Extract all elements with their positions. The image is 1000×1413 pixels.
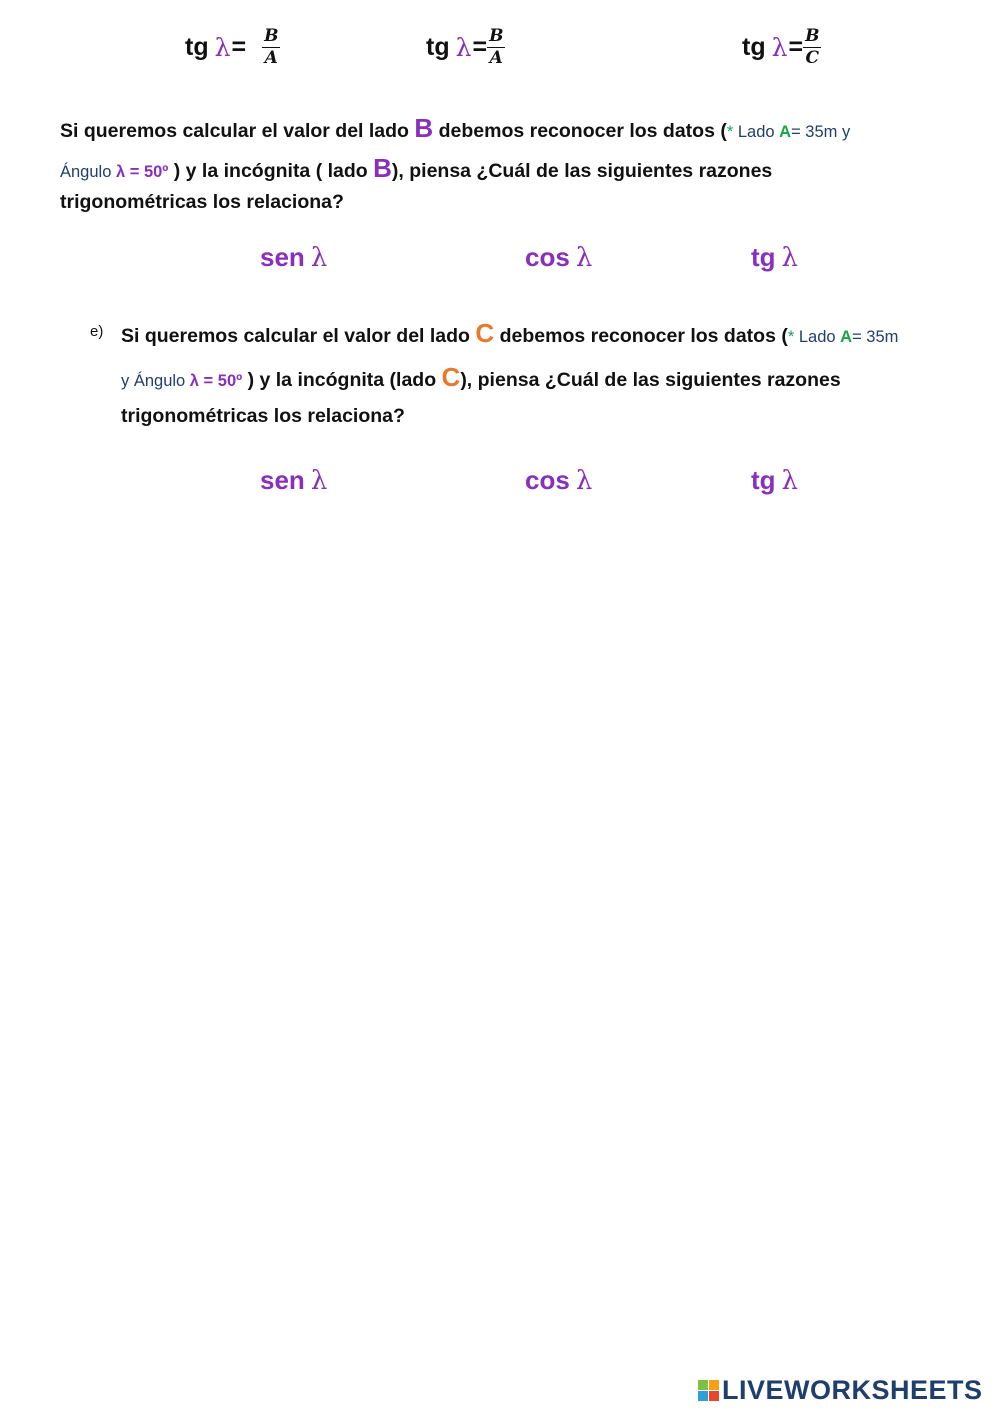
question-text: ) y la incógnita ( lado: [168, 160, 374, 182]
lado-letter: A: [840, 328, 853, 346]
question-1-line-1: [60, 110, 960, 150]
question-text: ) y la incógnita (lado: [242, 369, 442, 391]
side-letter: B: [373, 153, 392, 183]
denominator: A: [489, 48, 503, 68]
question-2-line-3: trigonométricas los relaciona?: [121, 405, 405, 427]
lambda-symbol: λ: [455, 33, 472, 62]
option-label: sen: [260, 465, 305, 495]
lambda-symbol: λ: [771, 33, 788, 62]
question-text: debemos reconocer los datos (: [433, 120, 727, 142]
denominator: C: [805, 48, 820, 68]
logo-text: LIVEWORKSHEETS: [722, 1375, 983, 1405]
question-text: Si queremos calcular el valor del lado: [121, 325, 476, 347]
equals-sign: =: [231, 33, 247, 61]
side-letter: C: [475, 318, 495, 348]
angulo-value: λ = 50º: [115, 163, 169, 181]
lado-value: = 35m y: [791, 123, 851, 141]
lambda-symbol: λ: [575, 466, 593, 496]
numerator: B: [264, 26, 279, 46]
lambda-symbol: λ: [310, 243, 328, 273]
option-sen-2[interactable]: [260, 465, 327, 496]
side-letter: C: [441, 362, 461, 392]
option-tg-2[interactable]: [751, 465, 798, 496]
question-1-line-3: trigonométricas los relaciona?: [60, 191, 344, 213]
lambda-symbol: λ: [781, 243, 799, 273]
lado-letter: A: [779, 123, 792, 141]
question-1-line-2: [60, 150, 960, 190]
option-cos-1[interactable]: [525, 242, 592, 273]
formula-prefix: tg: [742, 33, 766, 61]
lado-label: Lado: [733, 123, 780, 141]
option-cos-2[interactable]: [525, 465, 592, 496]
asterisk: *: [726, 123, 734, 141]
fraction: [487, 26, 505, 69]
fraction: [803, 26, 821, 69]
question-text: ), piensa ¿Cuál de las siguientes razones: [460, 369, 841, 391]
option-sen-1[interactable]: [260, 242, 327, 273]
fraction: [262, 26, 280, 69]
lambda-symbol: λ: [781, 466, 799, 496]
question-text: Si queremos calcular el valor del lado: [60, 120, 415, 142]
lambda-symbol: λ: [575, 243, 593, 273]
option-label: sen: [260, 242, 305, 272]
question-1: [60, 110, 960, 214]
logo-icon: [698, 1380, 719, 1401]
option-label: tg: [751, 465, 776, 495]
angulo-value: λ = 50º: [189, 372, 243, 390]
numerator: B: [805, 26, 820, 46]
liveworksheets-logo: [698, 1375, 983, 1406]
list-marker: e): [90, 323, 104, 340]
lambda-symbol: λ: [310, 466, 328, 496]
question-2-line-1: [121, 313, 981, 357]
numerator: B: [489, 26, 504, 46]
formula-prefix: tg: [185, 33, 209, 61]
lado-label: Lado: [794, 328, 841, 346]
denominator: A: [264, 48, 278, 68]
lado-value: = 35m: [852, 328, 899, 346]
option-label: cos: [525, 465, 570, 495]
question-text: ), piensa ¿Cuál de las siguientes razones: [391, 160, 773, 182]
angulo-label: y Ángulo: [121, 372, 190, 390]
formula-2: [426, 26, 505, 69]
equals-sign: =: [788, 33, 804, 61]
asterisk: *: [787, 328, 795, 346]
formula-1: [185, 26, 280, 69]
equals-sign: =: [472, 33, 488, 61]
option-label: cos: [525, 242, 570, 272]
question-text: debemos reconocer los datos (: [494, 325, 788, 347]
option-label: tg: [751, 242, 776, 272]
lambda-symbol: λ: [214, 33, 231, 62]
question-2-line-2: [121, 357, 981, 401]
formula-prefix: tg: [426, 33, 450, 61]
side-letter: B: [414, 113, 434, 143]
question-2: [121, 313, 981, 431]
option-tg-1[interactable]: [751, 242, 798, 273]
angulo-label: Ángulo: [60, 163, 116, 181]
formula-3: [742, 26, 821, 69]
